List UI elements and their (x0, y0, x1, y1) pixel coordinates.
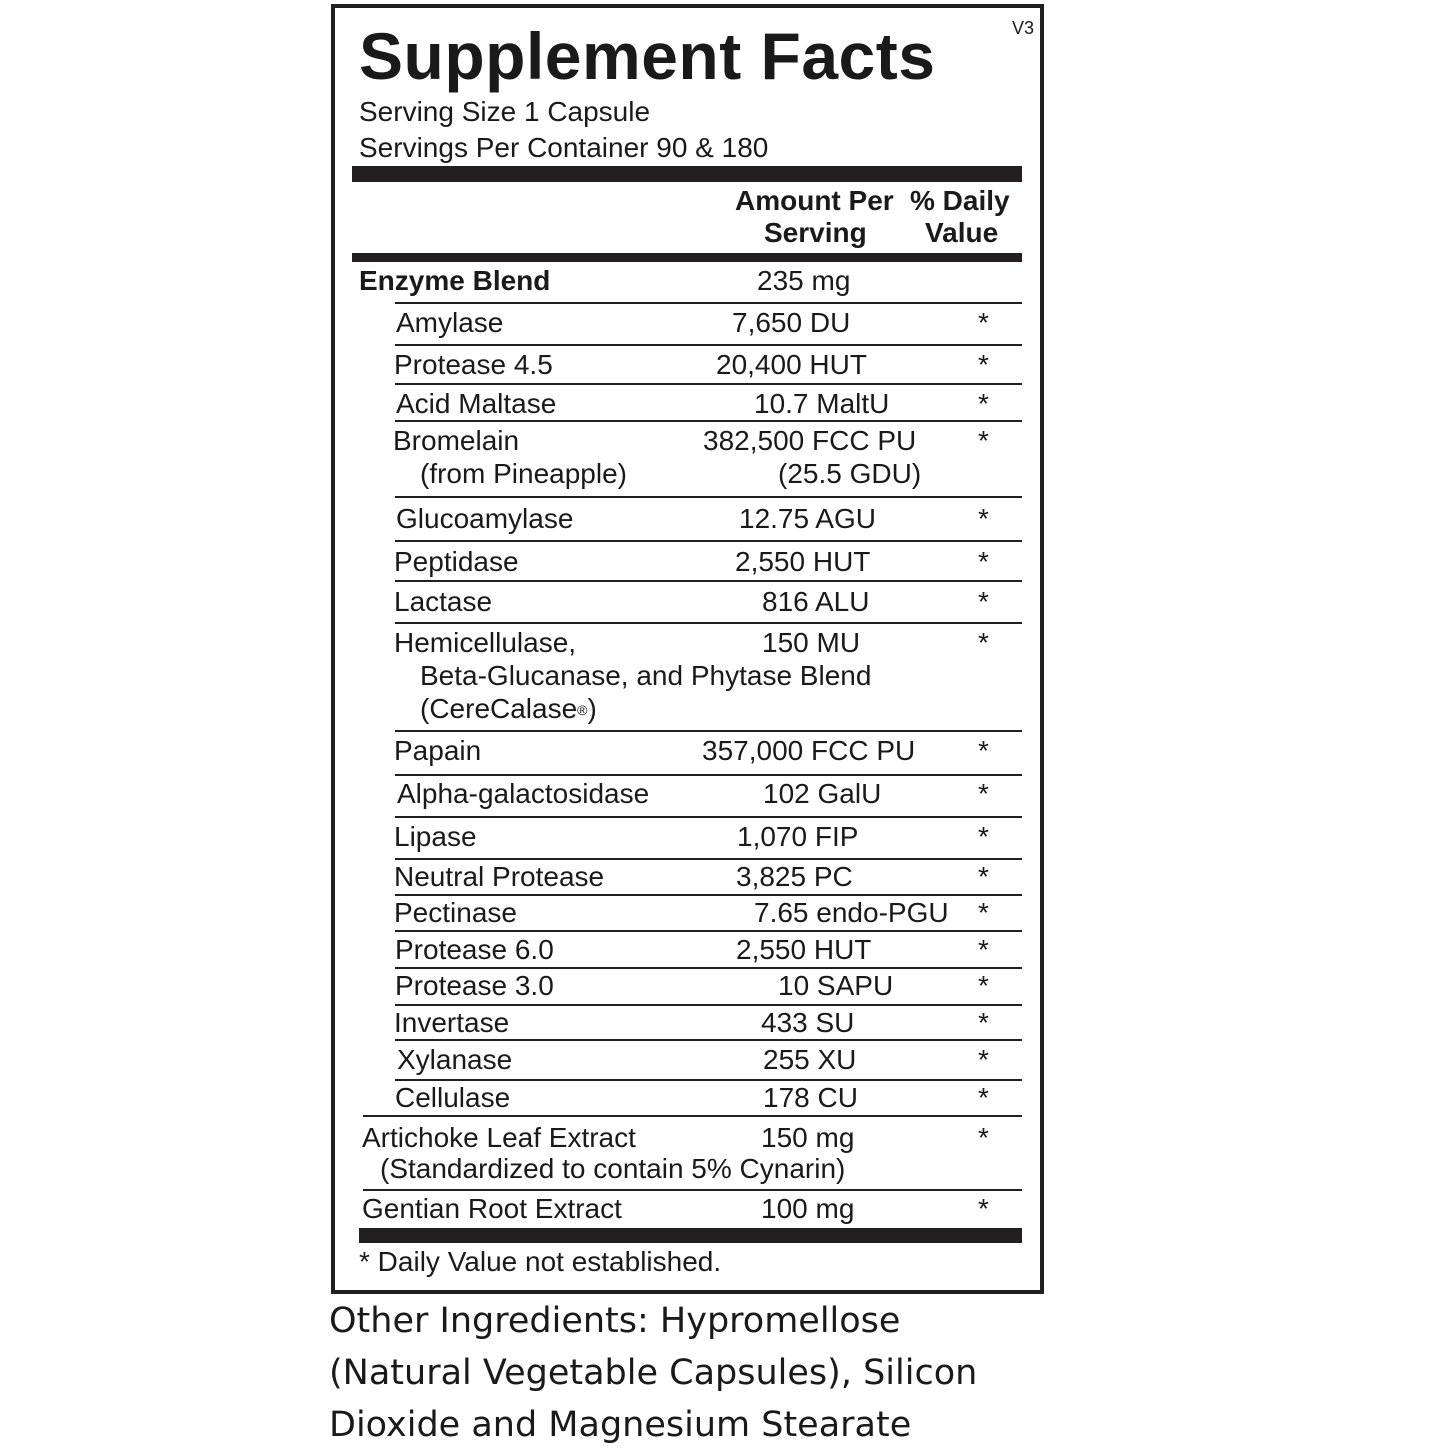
row-divider (395, 496, 1022, 498)
ingredient-name: Lactase (394, 586, 493, 617)
ingredient-amount: 3,825 PC (736, 861, 853, 892)
row-divider (395, 383, 1022, 385)
ingredient-name: Neutral Protease (394, 861, 605, 892)
daily-value: * (978, 1122, 989, 1153)
thick-rule-bottom (359, 1228, 1022, 1243)
panel-title: Supplement Facts (359, 19, 936, 93)
daily-value: * (978, 1044, 989, 1075)
daily-value: * (978, 349, 989, 380)
daily-value: * (978, 425, 989, 456)
ingredient-amount: 150 MU (762, 627, 861, 658)
row-divider (395, 730, 1022, 732)
ingredient-amount: 7,650 DU (732, 307, 851, 338)
ingredient-name: Gentian Root Extract (362, 1193, 622, 1224)
serving-size: Serving Size 1 Capsule (359, 96, 651, 127)
row-divider (395, 540, 1022, 542)
ingredient-amount-secondary: (25.5 GDU) (778, 458, 922, 489)
row-divider (395, 344, 1022, 346)
ingredient-amount: 178 CU (763, 1082, 858, 1113)
ingredient-name: Acid Maltase (396, 388, 557, 419)
ingredient-amount: 7.65 endo-PGU (754, 897, 949, 928)
daily-value: * (978, 970, 989, 1001)
row-divider (363, 1189, 1022, 1191)
ingredient-amount: 2,550 HUT (736, 934, 872, 965)
ingredient-name: Xylanase (397, 1044, 513, 1075)
row-divider (395, 622, 1022, 624)
ingredient-amount: 102 GalU (763, 778, 882, 809)
daily-value: * (978, 388, 989, 419)
medium-rule (352, 253, 1022, 262)
daily-value: * (978, 307, 989, 338)
other-ingredients: Other Ingredients: Hypromellose (Natural Vegetable Capsules), Silicon Dioxide and Magnesium Stearate (329, 1301, 978, 1445)
thick-rule-top (352, 166, 1022, 182)
brand-name: (CereCalase (420, 693, 578, 724)
servings-per-container: Servings Per Container 90 & 180 (359, 132, 769, 163)
ingredient-amount: 1,070 FIP (737, 821, 859, 852)
ingredient-name: Invertase (394, 1007, 510, 1038)
ingredient-name: Papain (394, 735, 482, 766)
daily-value: * (978, 1007, 989, 1038)
ingredient-amount: 357,000 FCC PU (702, 735, 916, 766)
ingredient-name: Hemicellulase, (394, 627, 577, 658)
row-divider (395, 1039, 1022, 1041)
row-divider (395, 774, 1022, 776)
brand-close-paren: ) (587, 693, 597, 724)
row-divider (395, 930, 1022, 932)
column-header-dv-line2: Value (925, 217, 999, 248)
ingredient-name: Lipase (394, 821, 477, 852)
ingredient-name: Alpha-galactosidase (397, 778, 650, 809)
daily-value: * (978, 778, 989, 809)
daily-value: * (978, 627, 989, 658)
daily-value: * (978, 861, 989, 892)
daily-value: * (978, 586, 989, 617)
row-divider (395, 302, 1022, 304)
ingredient-amount: 12.75 AGU (739, 503, 876, 534)
ingredient-amount: 2,550 HUT (735, 546, 871, 577)
ingredient-name: Pectinase (394, 897, 517, 928)
ingredient-amount: 816 ALU (762, 586, 870, 617)
ingredient-subtext-brand (420, 692, 597, 725)
daily-value-footnote: * Daily Value not established. (359, 1246, 722, 1277)
ingredient-amount: 235 mg (757, 265, 851, 296)
ingredient-amount: 20,400 HUT (716, 349, 867, 380)
daily-value: * (978, 546, 989, 577)
ingredient-name: Protease 6.0 (395, 934, 554, 965)
ingredient-amount: 255 XU (763, 1044, 857, 1075)
daily-value: * (978, 503, 989, 534)
supplement-facts-panel (331, 4, 1044, 1294)
daily-value: * (978, 821, 989, 852)
row-divider (363, 1115, 1022, 1117)
registered-mark: ® (577, 702, 588, 718)
row-divider (395, 420, 1022, 422)
column-header-amount-line1: Amount Per (735, 185, 894, 216)
ingredient-amount: 382,500 FCC PU (703, 425, 917, 456)
ingredient-amount: 100 mg (761, 1193, 855, 1224)
column-header-amount-line2: Serving (764, 217, 867, 248)
daily-value: * (978, 1082, 989, 1113)
ingredient-subtext: Beta-Glucanase, and Phytase Blend (420, 660, 872, 691)
ingredient-amount: 10.7 MaltU (754, 388, 890, 419)
ingredient-amount: 433 SU (761, 1007, 855, 1038)
ingredient-name: Amylase (396, 307, 504, 338)
daily-value: * (978, 1193, 989, 1224)
daily-value: * (978, 934, 989, 965)
daily-value: * (978, 897, 989, 928)
ingredient-name: Artichoke Leaf Extract (362, 1122, 636, 1153)
ingredient-name: Glucoamylase (396, 503, 574, 534)
column-header-dv-line1: % Daily (910, 185, 1010, 216)
ingredient-name: Protease 3.0 (395, 970, 554, 1001)
ingredient-subtext: (Standardized to contain 5% Cynarin) (380, 1153, 846, 1184)
daily-value: * (978, 735, 989, 766)
ingredient-name: Cellulase (395, 1082, 511, 1113)
ingredient-name: Enzyme Blend (359, 265, 551, 296)
ingredient-amount: 10 SAPU (778, 970, 894, 1001)
ingredient-name: Protease 4.5 (394, 349, 553, 380)
ingredient-name: Bromelain (393, 425, 520, 456)
ingredient-name: Peptidase (394, 546, 519, 577)
ingredient-amount: 150 mg (761, 1122, 855, 1153)
version-code: V3 (1012, 18, 1035, 38)
row-divider (395, 816, 1022, 818)
row-divider (395, 580, 1022, 582)
ingredient-subtext: (from Pineapple) (420, 458, 627, 489)
